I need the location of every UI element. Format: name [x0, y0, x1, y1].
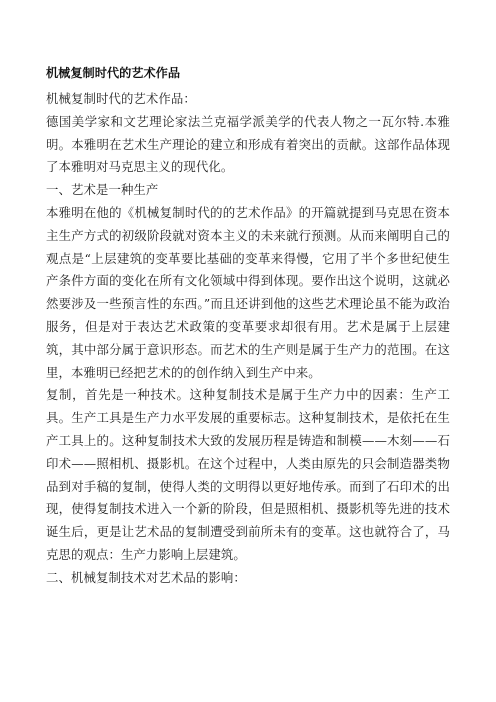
section-1-paragraph-1: 本雅明在他的《机械复制时代的的艺术作品》的开篇就提到马克思在资本主生产方式的初级阶段就对资本主义的未来就行预测。从而来阐明自己的观点是“上层建筑的变革要比基础的变革来得慢，它用了半个多世纪使生产条件方面的变化在所有文化领域中得到体现。要作出这个说明，这就必然要涉及一些预言性的东西。”而且还讲到他的这些艺术理论虽不能为政治服务，但是对于表达艺术政策的变革要求却很有用。艺术是属于上层建筑，其中部分属于意识形态。而艺术的生产则是属于生产力的范围。在这里，本雅明已经把艺术的的创作纳入到生产中来。 [46, 204, 450, 380]
section-2-heading: 二、机械复制技术对艺术品的影响： [46, 569, 246, 585]
intro-paragraph: 德国美学家和文艺理论家法兰克福学派美学的代表人物之一瓦尔特.本雅明。本雅明在艺术生产理论的建立和形成有着突出的贡献。这部作品体现了本雅明对马克思主义的现代化。 [46, 113, 450, 175]
document-subtitle: 机械复制时代的艺术作品： [46, 91, 196, 106]
section-1-paragraph-2: 复制，首先是一种技术。这种复制技术是属于生产力中的因素：生产工具。生产工具是生产力水平发展的重要标志。这种复制技术，是依托在生产工具上的。这种复制技术大致的发展历程是铸造和制模——木刻——石印术——照相机、摄影机。在这个过程中，人类由原先的只会制造器类物品到对手稿的复制，使得人类的文明得以更好地传承。而到了石印术的出现，使得复制技术进入一个新的阶段，但是照相机、摄影机等先进的技术诞生后，更是让艺术品的复制遭受到前所未有的变革。这也就符合了，马克思的观点：生产力影响上层建筑。 [46, 387, 450, 562]
document-title: 机械复制时代的艺术作品 [46, 66, 181, 80]
section-1-heading: 一、艺术是一种生产 [46, 182, 159, 198]
